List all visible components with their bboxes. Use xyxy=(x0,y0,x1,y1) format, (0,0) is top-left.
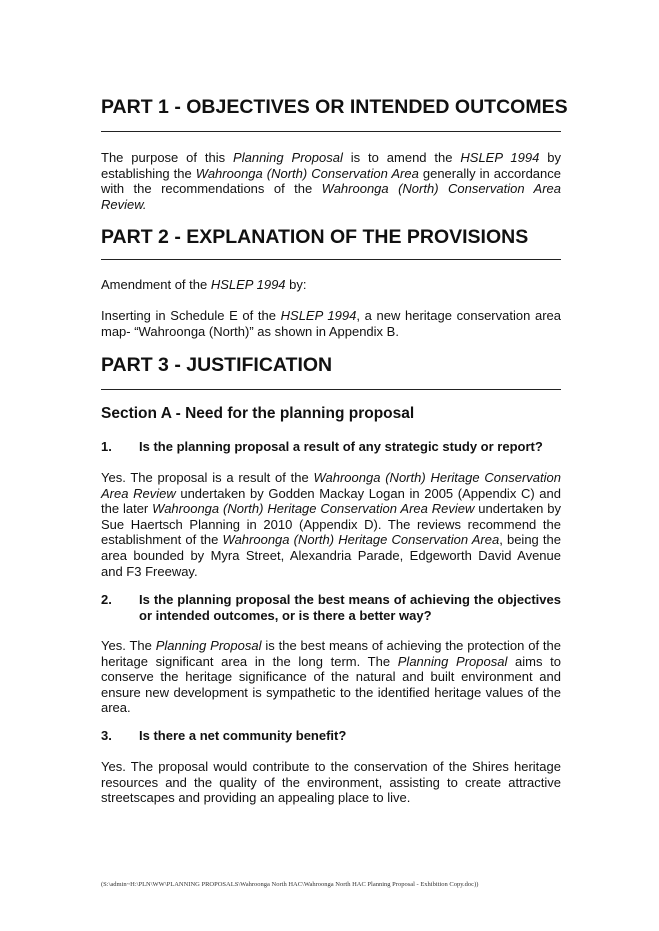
part3-rule xyxy=(101,389,561,390)
part3-heading: PART 3 - JUSTIFICATION xyxy=(101,354,333,376)
question-1 xyxy=(101,439,561,455)
question-1-number: 1. xyxy=(101,439,112,454)
footer-file-path: (S:\admin~H:\PLN\WW\PLANNING PROPOSALS\Wahroonga North HAC\Wahroonga North HAC Planning Proposal - Exhibition Copy.doc)) xyxy=(101,881,479,888)
part2-rule xyxy=(101,259,561,260)
question-3-number: 3. xyxy=(101,728,112,743)
part1-paragraph: The purpose of this Planning Proposal is to amend the HSLEP 1994 by establishing the Wahroonga (North) Conservation Area generally in accordance with the recommendations of the Wahroonga (North) Conservation Area Review. xyxy=(101,150,561,212)
question-1-text: Is the planning proposal a result of any strategic study or report? xyxy=(139,439,543,454)
part2-paragraph-1: Amendment of the HSLEP 1994 by: xyxy=(101,277,307,292)
part2-heading: PART 2 - EXPLANATION OF THE PROVISIONS xyxy=(101,226,529,248)
question-2-text: Is the planning proposal the best means of achieving the objectives or intended outcomes, or is there a better way? xyxy=(139,592,561,623)
part2-paragraph-2: Inserting in Schedule E of the HSLEP 1994, a new heritage conservation area map- “Wahroonga (North)” as shown in Appendix B. xyxy=(101,308,561,339)
question-2-number: 2. xyxy=(101,592,112,607)
question-2 xyxy=(101,592,561,623)
section-a-heading: Section A - Need for the planning proposal xyxy=(101,405,415,422)
answer-2: Yes. The Planning Proposal is the best means of achieving the protection of the heritage significant area in the long term. The Planning Proposal aims to conserve the heritage significance of the natural and built environment and ensure new development is sympathetic to the identified heritage values of the area. xyxy=(101,638,562,716)
answer-3: Yes. The proposal would contribute to the conservation of the Shires heritage resources and the quality of the environment, assisting to create attractive streetscapes and providing an appealing place to live. xyxy=(101,759,561,806)
part1-heading: PART 1 - OBJECTIVES OR INTENDED OUTCOMES xyxy=(101,96,568,118)
question-3 xyxy=(101,728,561,744)
question-3-text: Is there a net community benefit? xyxy=(139,728,347,743)
answer-1: Yes. The proposal is a result of the Wahroonga (North) Heritage Conservation Area Review undertaken by Godden Mackay Logan in 2005 (Appendix C) and the later Wahroonga (North) Heritage Conservation Area Review undertaken by Sue Haertsch Planning in 2010 (Appendix D). The reviews recommend the establishment of the Wahroonga (North) Heritage Conservation Area, being the area bounded by Myra Street, Alexandria Parade, Edgeworth David Avenue and F3 Freeway. xyxy=(101,470,561,579)
part1-rule xyxy=(101,131,561,132)
